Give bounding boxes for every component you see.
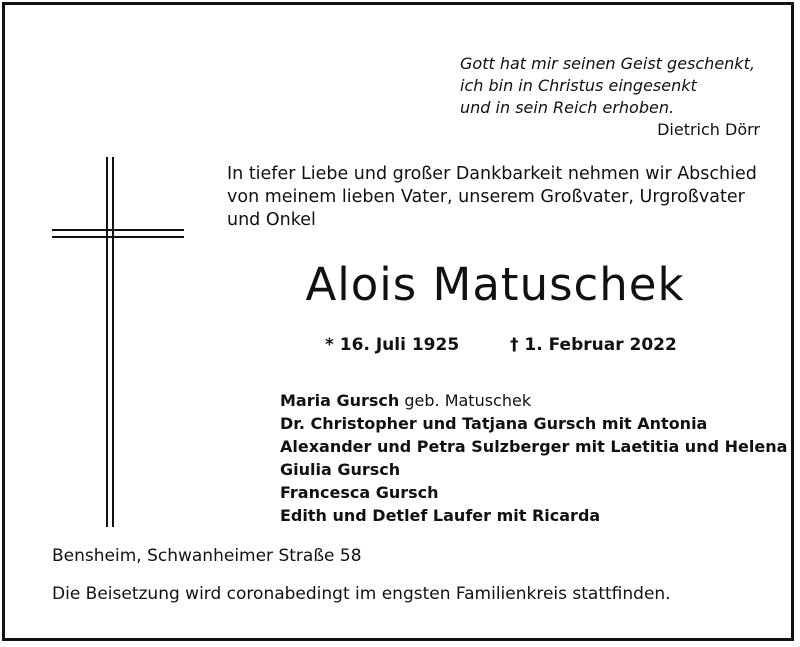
intro-line: und Onkel — [227, 210, 316, 230]
mourner-entry: Edith und Detlef Laufer mit Ricarda — [280, 506, 601, 525]
address-line: Bensheim, Schwanheimer Straße 58 — [52, 546, 362, 566]
mourner-maiden-name: geb. Matuschek — [399, 391, 532, 410]
poem-line: Gott hat mir seinen Geist geschenkt, — [460, 54, 755, 73]
poem-line: und in sein Reich erhoben. — [460, 98, 675, 117]
poem-block — [460, 53, 765, 141]
mourner-entry: Dr. Christopher und Tatjana Gursch mit Antonia — [280, 414, 708, 433]
obituary-frame — [2, 2, 794, 641]
mourner-entry: Alexander und Petra Sulzberger mit Laetitia und Helena — [280, 437, 788, 456]
mourner-entry — [280, 389, 780, 412]
intro-text — [227, 163, 772, 232]
mourners-list — [280, 389, 788, 527]
birth-date: * 16. Juli 1925 — [325, 335, 460, 355]
poem-author: Dietrich Dörr — [657, 120, 760, 139]
intro-line: In tiefer Liebe und großer Dankbarkeit nehmen wir Abschied — [227, 164, 757, 184]
deceased-name: Alois Matuschek — [305, 258, 685, 311]
mourner-entry: Francesca Gursch — [280, 483, 439, 502]
mourner-entry: Giulia Gursch — [280, 460, 401, 479]
funeral-note: Die Beisetzung wird coronabedingt im engsten Familienkreis stattfinden. — [52, 584, 671, 604]
cross-icon — [52, 157, 184, 527]
poem-line: ich bin in Christus eingesenkt — [460, 76, 697, 95]
mourner-name: Maria Gursch — [280, 391, 400, 410]
death-date: † 1. Februar 2022 — [510, 335, 677, 355]
intro-line: von meinem lieben Vater, unserem Großvater, Urgroßvater — [227, 187, 745, 207]
